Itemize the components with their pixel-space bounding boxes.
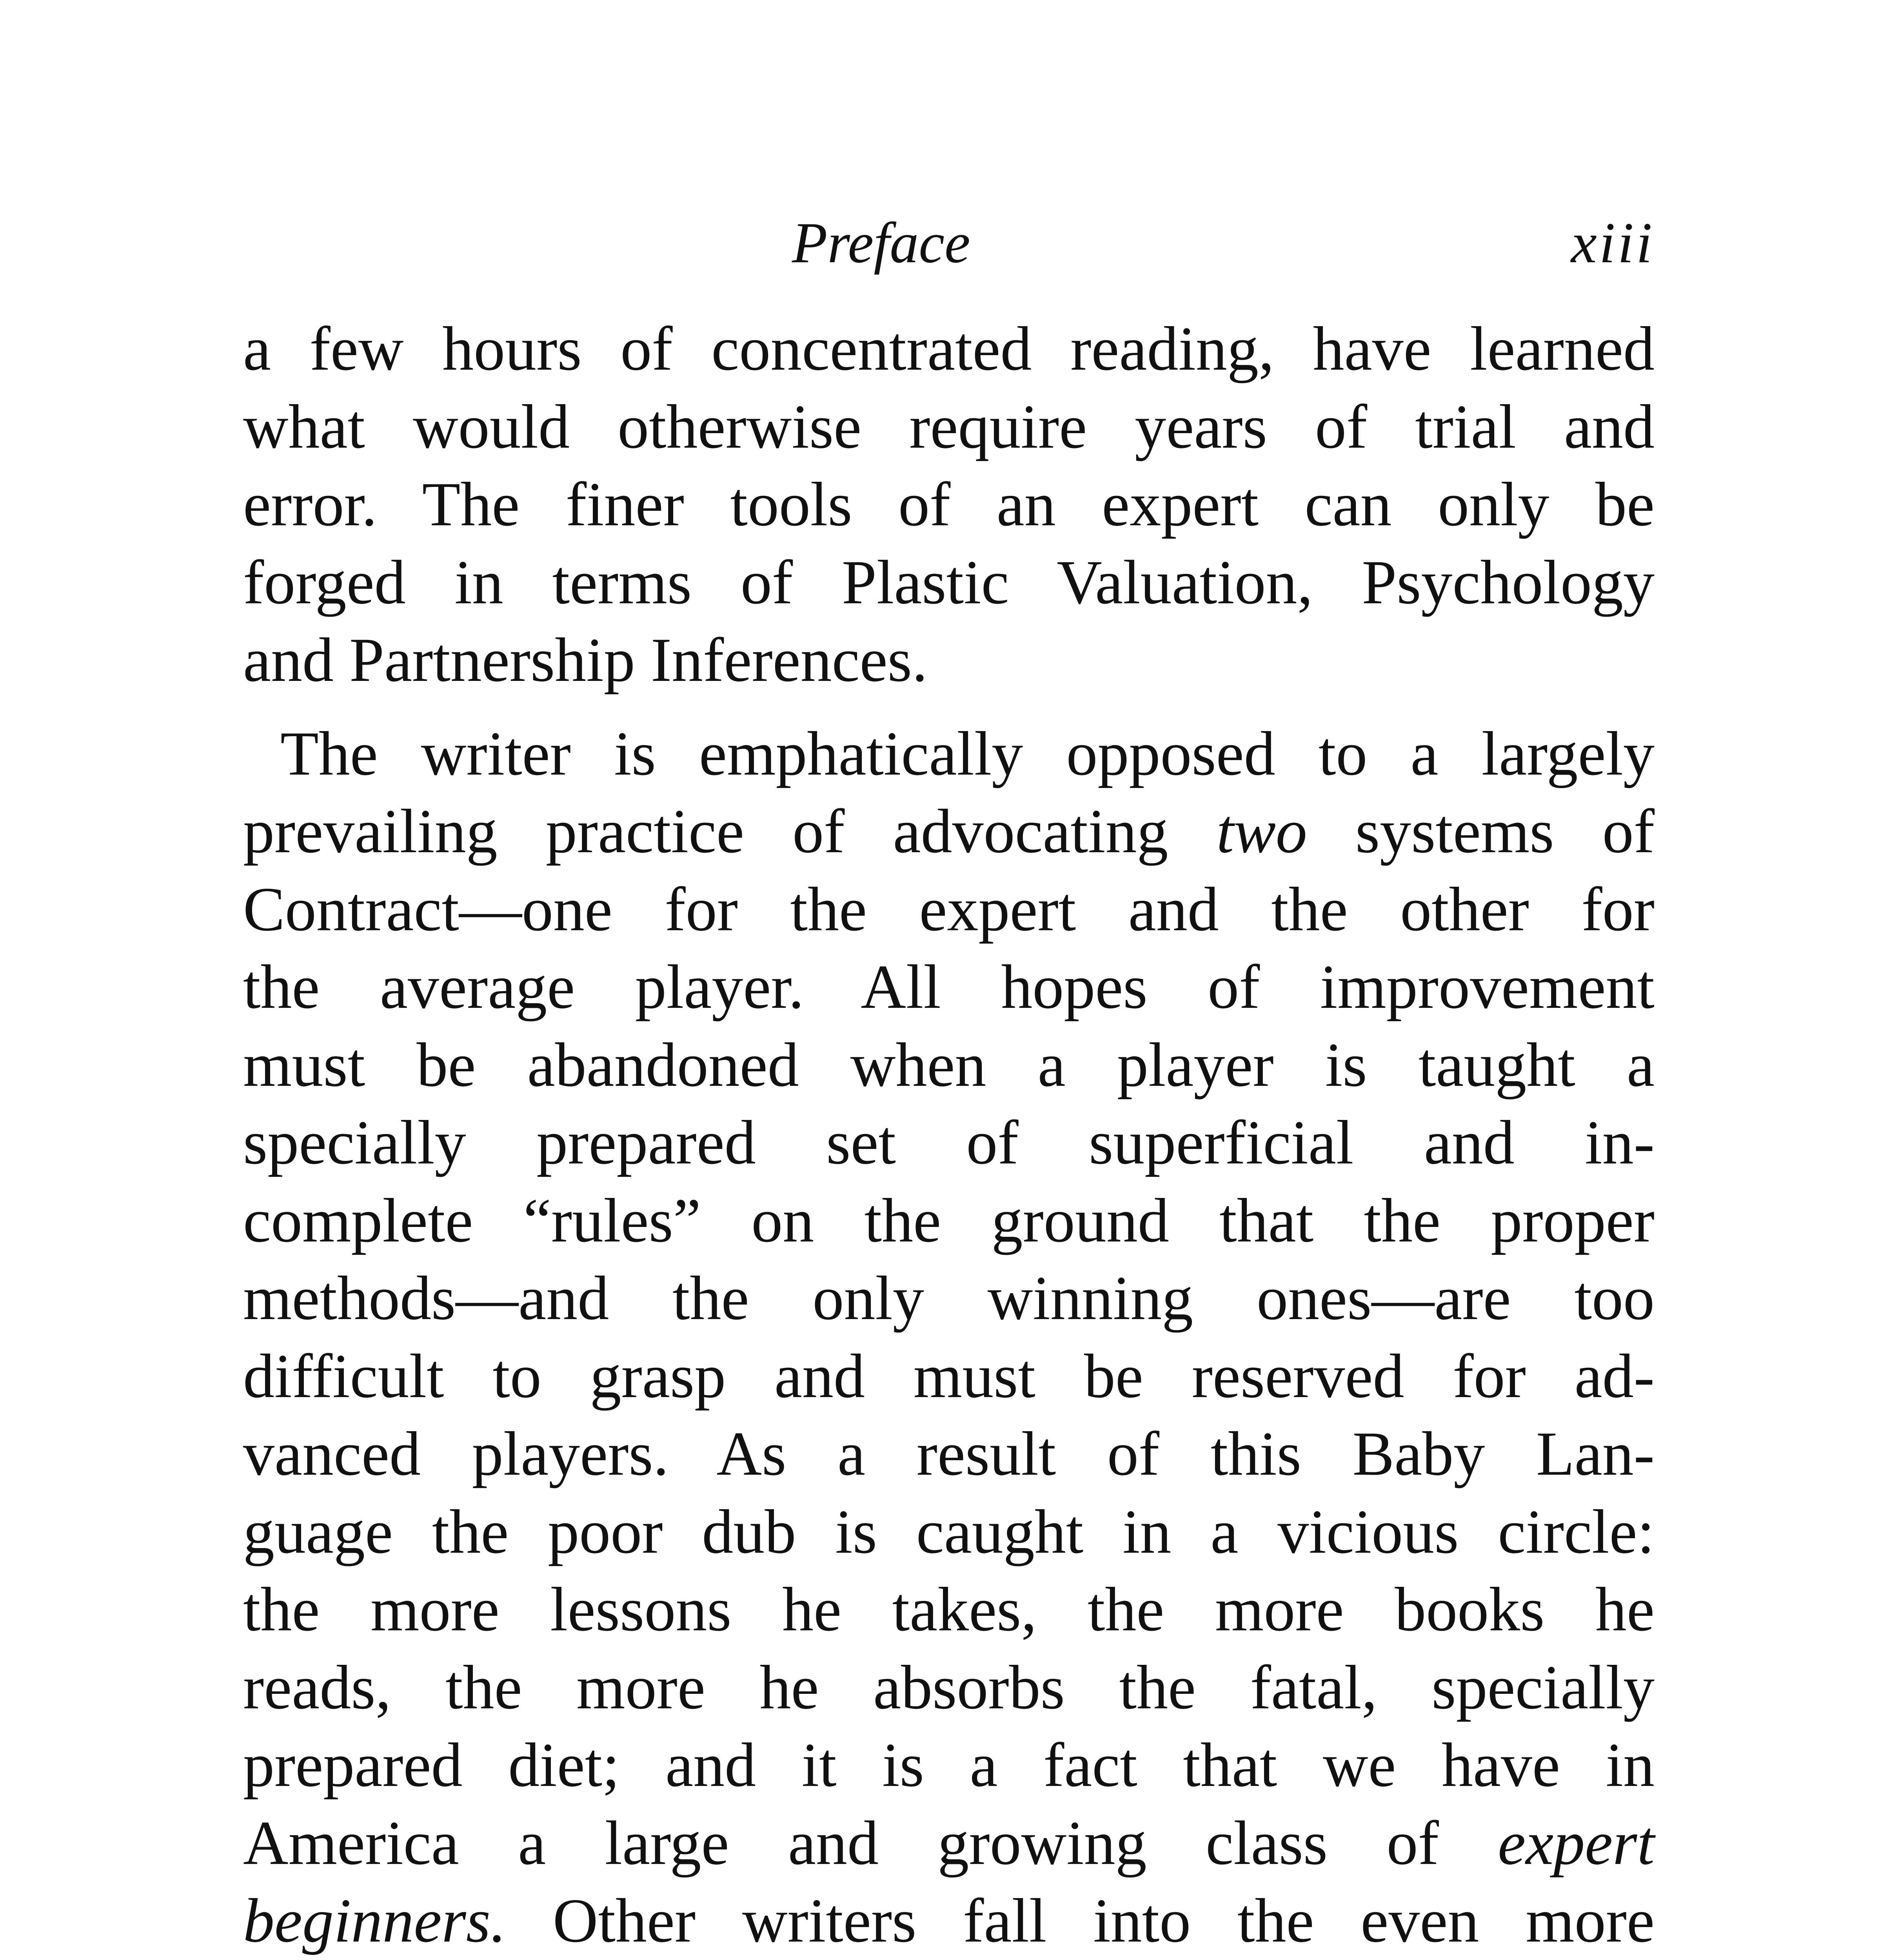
page-number: xiii xyxy=(1571,211,1655,275)
text-line: difficult to grasp and must be reserved for ad- xyxy=(243,1341,1655,1411)
running-title: Preface xyxy=(792,211,970,275)
body-text xyxy=(243,310,1655,1960)
text-line: the average player. All hopes of improvement xyxy=(243,952,1655,1022)
text-line: Contract—one for the expert and the other for xyxy=(243,874,1655,944)
text-line: forged in terms of Plastic Valuation, Psychology xyxy=(243,547,1655,617)
text-line: The writer is emphatically opposed to a largely xyxy=(280,718,1655,788)
text-line: America a large and growing class of expert xyxy=(243,1808,1655,1878)
paragraph-gap xyxy=(243,699,1655,715)
text-line: reads, the more he absorbs the fatal, specially xyxy=(243,1652,1655,1722)
text-line: beginners. Other writers fall into the even more xyxy=(243,1886,1655,1955)
text-line: vanced players. As a result of this Baby Lan- xyxy=(243,1419,1655,1488)
text-line: the more lessons he takes, the more books he xyxy=(243,1574,1655,1644)
text-line: specially prepared set of superficial and in- xyxy=(243,1107,1655,1177)
text-line: methods—and the only winning ones—are too xyxy=(243,1263,1655,1333)
text-line: guage the poor dub is caught in a vicious circle: xyxy=(243,1496,1655,1566)
text-line: a few hours of concentrated reading, have learned xyxy=(243,314,1655,383)
text-line: prevailing practice of advocating two systems of xyxy=(243,796,1655,866)
text-line: complete “rules” on the ground that the proper xyxy=(243,1185,1655,1255)
text-line: and Partnership Inferences. xyxy=(243,625,928,695)
text-line: what would otherwise require years of trial and xyxy=(243,391,1655,461)
text-line: error. The finer tools of an expert can only be xyxy=(243,469,1655,539)
running-header xyxy=(243,204,1655,282)
text-line: must be abandoned when a player is taught a xyxy=(243,1029,1655,1100)
text-line: prepared diet; and it is a fact that we have in xyxy=(243,1730,1655,1800)
